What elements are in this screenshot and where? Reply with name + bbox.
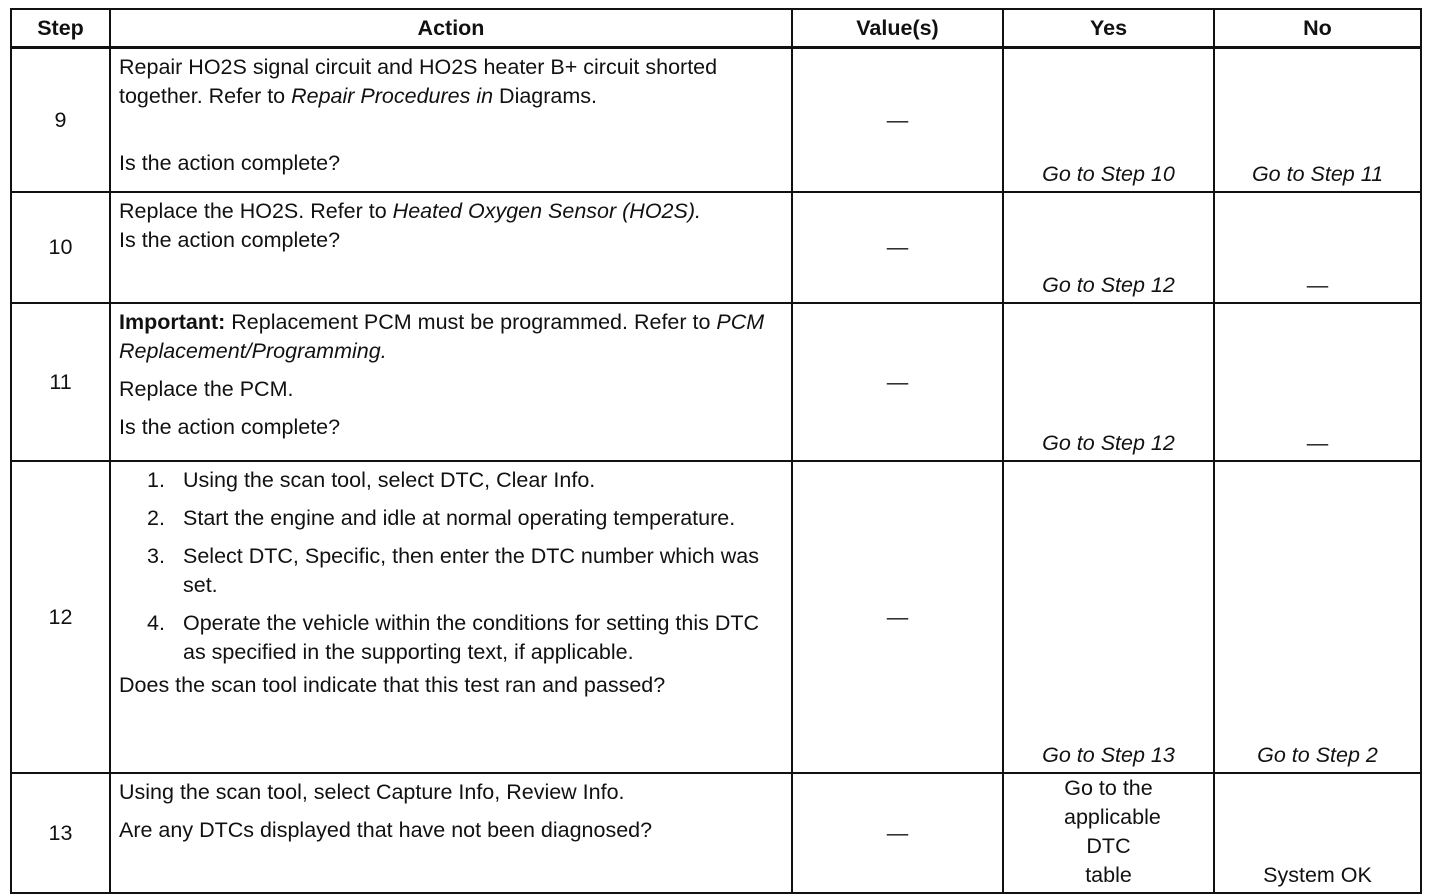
action-cell bbox=[110, 461, 792, 773]
header-action: Action bbox=[110, 9, 792, 48]
action-text-part: Repair HO2S signal circuit and HO2S heater B+ circuit shorted together. Refer to bbox=[119, 55, 718, 108]
list-item bbox=[119, 504, 785, 533]
list-item-number: 2. bbox=[147, 506, 165, 530]
action-reference: Heated Oxygen Sensor (HO2S). bbox=[392, 199, 701, 223]
list-item-number: 3. bbox=[147, 544, 165, 568]
action-question: Is the action complete? bbox=[119, 151, 341, 175]
header-values: Value(s) bbox=[792, 9, 1003, 48]
yes-cell: Go to Step 12 bbox=[1003, 192, 1214, 303]
table-row-step-9 bbox=[11, 48, 1421, 193]
list-item bbox=[119, 609, 785, 667]
step-number: 9 bbox=[11, 48, 110, 193]
list-item-text: Select DTC, Specific, then enter the DTC number which was set. bbox=[183, 544, 759, 597]
table-row-step-12 bbox=[11, 461, 1421, 773]
no-cell: Go to Step 2 bbox=[1214, 461, 1421, 773]
action-text bbox=[119, 53, 785, 111]
action-text: Using the scan tool, select Capture Info, Review Info. bbox=[119, 780, 625, 804]
action-cell bbox=[110, 48, 792, 193]
table-row-step-13 bbox=[11, 773, 1421, 893]
action-reference: PCM Replacement/Programming. bbox=[119, 310, 765, 363]
action-cell bbox=[110, 192, 792, 303]
header-row bbox=[11, 9, 1421, 48]
diagnostic-table-container bbox=[10, 8, 1420, 894]
step-number: 12 bbox=[11, 461, 110, 773]
action-reference: Repair Procedures in bbox=[291, 84, 494, 108]
value-cell: — bbox=[792, 303, 1003, 461]
list-item-number: 4. bbox=[147, 611, 165, 635]
value-cell: — bbox=[792, 461, 1003, 773]
important-text: Replacement PCM must be programmed. Refer to bbox=[225, 310, 717, 334]
list-item bbox=[119, 466, 785, 495]
step-number: 10 bbox=[11, 192, 110, 303]
important-note bbox=[119, 308, 785, 366]
header-yes: Yes bbox=[1003, 9, 1214, 48]
value-cell: — bbox=[792, 773, 1003, 893]
action-question: Are any DTCs displayed that have not been diagnosed? bbox=[119, 818, 653, 842]
value-cell: — bbox=[792, 48, 1003, 193]
no-cell: Go to Step 11 bbox=[1214, 48, 1421, 193]
table-row-step-11 bbox=[11, 303, 1421, 461]
no-cell: — bbox=[1214, 303, 1421, 461]
action-cell bbox=[110, 303, 792, 461]
yes-cell: Go to the applicable DTC table bbox=[1003, 773, 1214, 893]
diagnostic-table bbox=[10, 8, 1422, 894]
action-question: Is the action complete? bbox=[119, 228, 341, 252]
value-cell: — bbox=[792, 192, 1003, 303]
action-text: Replace the PCM. bbox=[119, 377, 294, 401]
step-number: 11 bbox=[11, 303, 110, 461]
header-step: Step bbox=[11, 9, 110, 48]
list-item-text: Start the engine and idle at normal operating temperature. bbox=[183, 506, 736, 530]
step-number: 13 bbox=[11, 773, 110, 893]
list-item-text: Using the scan tool, select DTC, Clear Info. bbox=[183, 468, 596, 492]
list-item bbox=[119, 542, 785, 600]
no-cell: — bbox=[1214, 192, 1421, 303]
action-text-part: Diagrams. bbox=[493, 84, 598, 108]
yes-cell: Go to Step 10 bbox=[1003, 48, 1214, 193]
list-item-text: Operate the vehicle within the conditions for setting this DTC as specified in the supporting text, if applicable. bbox=[183, 611, 760, 664]
no-cell: System OK bbox=[1214, 773, 1421, 893]
header-no: No bbox=[1214, 9, 1421, 48]
action-cell bbox=[110, 773, 792, 893]
important-label: Important: bbox=[119, 310, 226, 334]
list-item-number: 1. bbox=[147, 468, 165, 492]
action-text-part: Replace the HO2S. Refer to bbox=[119, 199, 393, 223]
yes-cell: Go to Step 12 bbox=[1003, 303, 1214, 461]
action-question: Does the scan tool indicate that this test ran and passed? bbox=[119, 673, 666, 697]
table-row-step-10 bbox=[11, 192, 1421, 303]
substep-list bbox=[119, 466, 785, 667]
yes-cell: Go to Step 13 bbox=[1003, 461, 1214, 773]
action-question: Is the action complete? bbox=[119, 415, 341, 439]
action-text bbox=[119, 197, 785, 226]
